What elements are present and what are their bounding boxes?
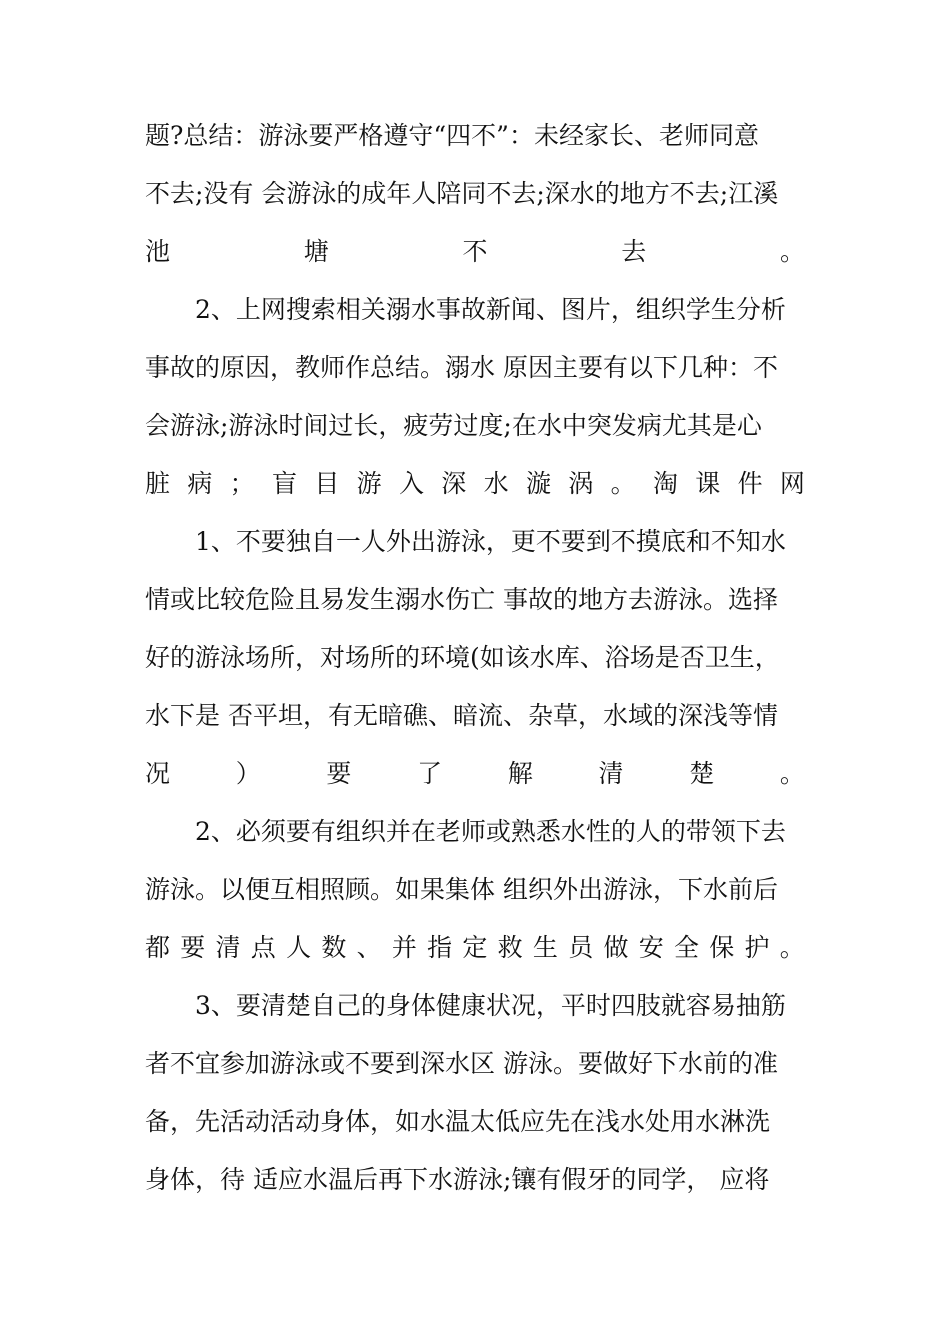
char: 水 (483, 469, 509, 498)
char: 救 (497, 933, 523, 962)
justified-text-line (145, 754, 805, 794)
char: ； (229, 469, 255, 498)
char: 目 (314, 469, 340, 498)
text-line: 备，先活动活动身体，如水温太低应先在浅水处用水淋洗 (145, 1107, 771, 1136)
paragraph-start-line: 2、上网搜索相关溺水事故新闻、图片，组织学生分析 (195, 295, 786, 324)
justified-text-line (145, 232, 805, 272)
text-line: 题?总结：游泳要严格遵守“四不”：未经家长、老师同意 (145, 121, 759, 150)
paragraph-start-line: 3、要清楚自己的身体健康状况，平时四肢就容易抽筋 (195, 991, 786, 1020)
char: 清 (598, 759, 624, 788)
char: 脏 (145, 469, 171, 498)
text-line: 事故的原因，教师作总结。溺水 原因主要有以下几种：不 (145, 353, 778, 382)
char: 点 (250, 933, 276, 962)
char: 生 (532, 933, 558, 962)
text-line: 身体，待 适应水温后再下水游泳;镶有假牙的同学， 应将 (145, 1165, 770, 1194)
char: 池 (145, 237, 171, 266)
text-line: 会游泳;游泳时间过长，疲劳过度;在水中突发病尤其是心 (145, 411, 762, 440)
char: 盲 (271, 469, 297, 498)
char: 病 (187, 469, 213, 498)
char: 安 (638, 933, 664, 962)
text-line: 游泳。以便互相照顾。如果集体 组织外出游泳，下水前后 (145, 875, 778, 904)
char: 入 (398, 469, 424, 498)
char: 员 (568, 933, 594, 962)
char: 保 (709, 933, 735, 962)
char: 。 (610, 469, 636, 498)
char: 件 (737, 469, 763, 498)
char: 不 (462, 237, 488, 266)
char: 淘 (652, 469, 678, 498)
justified-text-line (145, 928, 805, 968)
char: 都 (145, 933, 171, 962)
char: 深 (441, 469, 467, 498)
char: 做 (603, 933, 629, 962)
char: 漩 (525, 469, 551, 498)
char: 人 (286, 933, 312, 962)
char: 定 (462, 933, 488, 962)
char: 要 (180, 933, 206, 962)
char: ） (235, 759, 261, 788)
char: 涡 (568, 469, 594, 498)
text-line: 不去;没有 会游泳的成年人陪同不去;深水的地方不去;江溪 (145, 179, 779, 208)
char: 去 (621, 237, 647, 266)
char: 指 (427, 933, 453, 962)
text-line: 情或比较危险且易发生溺水伤亡 事故的地方去游泳。选择 (145, 585, 778, 614)
char: 塘 (303, 237, 329, 266)
char: 。 (779, 933, 805, 962)
paragraph-start-line: 2、必须要有组织并在老师或熟悉水性的人的带领下去 (195, 817, 786, 846)
char: 清 (215, 933, 241, 962)
char: 数 (321, 933, 347, 962)
char: 。 (779, 759, 805, 788)
char: 网 (779, 469, 805, 498)
char: 要 (326, 759, 352, 788)
text-line: 好的游泳场所，对场所的环境(如该水库、浴场是否卫生， (145, 643, 780, 672)
text-line: 水下是 否平坦，有无暗礁、暗流、杂草，水域的深浅等情 (145, 701, 778, 730)
char: 解 (507, 759, 533, 788)
char: 。 (779, 237, 805, 266)
char: 况 (145, 759, 171, 788)
char: 游 (356, 469, 382, 498)
justified-text-line (145, 464, 805, 504)
char: 了 (417, 759, 443, 788)
char: 全 (673, 933, 699, 962)
char: 楚 (689, 759, 715, 788)
char: 护 (744, 933, 770, 962)
char: 并 (391, 933, 417, 962)
char: 、 (356, 933, 382, 962)
char: 课 (695, 469, 721, 498)
paragraph-start-line: 1、不要独自一人外出游泳，更不要到不摸底和不知水 (195, 527, 786, 556)
text-line: 者不宜参加游泳或不要到深水区 游泳。要做好下水前的准 (145, 1049, 778, 1078)
